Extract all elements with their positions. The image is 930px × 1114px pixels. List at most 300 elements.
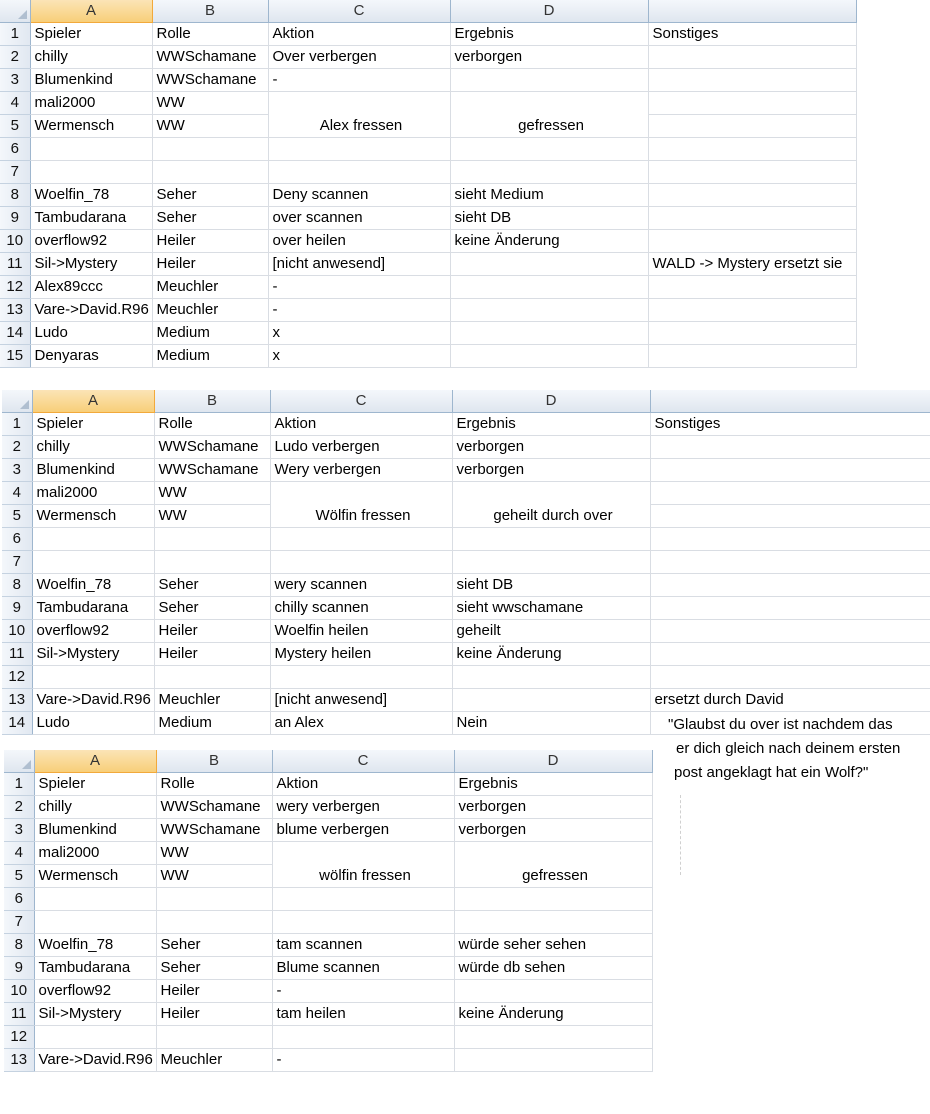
row-header[interactable]: 2: [2, 436, 32, 459]
cell[interactable]: Deny scannen: [268, 184, 450, 207]
column-header[interactable]: D: [450, 0, 648, 23]
floating-comment-note: [668, 713, 900, 785]
cell[interactable]: Blumenkind: [34, 819, 156, 842]
cell[interactable]: [32, 528, 154, 551]
cell[interactable]: [450, 138, 648, 161]
row-header[interactable]: 2: [4, 796, 34, 819]
cell[interactable]: Wery verbergen: [270, 459, 452, 482]
column-header-row: [4, 750, 652, 773]
cell[interactable]: geheilt: [452, 620, 650, 643]
cell[interactable]: wery verbergen: [272, 796, 454, 819]
cell[interactable]: [270, 666, 452, 689]
table-row: [4, 1026, 652, 1049]
cell[interactable]: [nicht anwesend]: [268, 253, 450, 276]
cell[interactable]: x: [268, 322, 450, 345]
cell[interactable]: Meuchler: [152, 276, 268, 299]
cell[interactable]: Tambudarana: [30, 207, 152, 230]
cell[interactable]: [270, 551, 452, 574]
row-header[interactable]: 9: [0, 207, 30, 230]
cell[interactable]: verborgen: [452, 459, 650, 482]
row-header[interactable]: 1: [2, 413, 32, 436]
cell[interactable]: [650, 482, 930, 505]
cell[interactable]: [268, 138, 450, 161]
cell[interactable]: Vare->David.R96: [32, 689, 154, 712]
column-header[interactable]: C: [270, 390, 452, 413]
cell[interactable]: [648, 230, 856, 253]
table-row: [2, 528, 930, 551]
table-row: [4, 796, 652, 819]
cell[interactable]: Vare->David.R96: [34, 1049, 156, 1072]
cell[interactable]: Sil->Mystery: [30, 253, 152, 276]
row-header[interactable]: 7: [2, 551, 32, 574]
spreadsheet-2: [2, 390, 930, 735]
cell[interactable]: [650, 436, 930, 459]
table-row: [2, 459, 930, 482]
row-header[interactable]: 14: [2, 712, 32, 735]
column-header-row: [2, 390, 930, 413]
table-row: [4, 957, 652, 980]
cell[interactable]: [450, 69, 648, 92]
cell[interactable]: verborgen: [450, 46, 648, 69]
row-header[interactable]: 9: [2, 597, 32, 620]
cell[interactable]: [648, 161, 856, 184]
cell[interactable]: [454, 911, 652, 934]
cell[interactable]: [270, 528, 452, 551]
table-row: [0, 253, 856, 276]
row-header[interactable]: 5: [4, 865, 34, 888]
cell[interactable]: Wermensch: [30, 115, 152, 138]
table-row: [0, 69, 856, 92]
cell[interactable]: Woelfin_78: [32, 574, 154, 597]
cell[interactable]: chilly: [32, 436, 154, 459]
cell[interactable]: WWSchamane: [156, 796, 272, 819]
note-line: post angeklagt hat ein Wolf?": [674, 764, 869, 781]
cell[interactable]: sieht DB: [452, 574, 650, 597]
cell[interactable]: sieht DB: [450, 207, 648, 230]
cell[interactable]: sieht Medium: [450, 184, 648, 207]
cell[interactable]: Meuchler: [156, 1049, 272, 1072]
cell[interactable]: [452, 666, 650, 689]
cell[interactable]: Vare->David.R96: [30, 299, 152, 322]
cell[interactable]: chilly scannen: [270, 597, 452, 620]
table-row: [2, 643, 930, 666]
table-row: [0, 138, 856, 161]
cell[interactable]: [650, 666, 930, 689]
row-header[interactable]: 6: [0, 138, 30, 161]
cell[interactable]: Seher: [154, 574, 270, 597]
cell[interactable]: [32, 551, 154, 574]
cell[interactable]: keine Änderung: [452, 643, 650, 666]
table-row: [2, 436, 930, 459]
cell[interactable]: [648, 115, 856, 138]
table-row: [2, 597, 930, 620]
cell[interactable]: -: [272, 1049, 454, 1072]
cell[interactable]: WW: [152, 115, 268, 138]
cell[interactable]: [154, 528, 270, 551]
cell[interactable]: Heiler: [156, 980, 272, 1003]
column-header[interactable]: C: [272, 750, 454, 773]
cell[interactable]: [268, 161, 450, 184]
cell[interactable]: Heiler: [152, 230, 268, 253]
table-row: [4, 773, 652, 796]
cell[interactable]: [650, 597, 930, 620]
table-row: [4, 1003, 652, 1026]
cell[interactable]: overflow92: [32, 620, 154, 643]
cell[interactable]: Blumenkind: [32, 459, 154, 482]
column-header[interactable]: D: [452, 390, 650, 413]
cell[interactable]: [450, 299, 648, 322]
cell[interactable]: [648, 92, 856, 115]
row-header[interactable]: 15: [0, 345, 30, 368]
row-header[interactable]: 4: [4, 842, 34, 865]
cell[interactable]: keine Änderung: [454, 1003, 652, 1026]
cell[interactable]: WWSchamane: [156, 819, 272, 842]
table-row: [2, 574, 930, 597]
cell[interactable]: [648, 345, 856, 368]
row-header[interactable]: 13: [0, 299, 30, 322]
row-header[interactable]: 12: [0, 276, 30, 299]
spreadsheet-1: [0, 0, 857, 368]
cell[interactable]: [648, 207, 856, 230]
cell[interactable]: [648, 276, 856, 299]
row-header[interactable]: 7: [0, 161, 30, 184]
row-header[interactable]: 11: [4, 1003, 34, 1026]
table-row: [4, 842, 652, 865]
cell[interactable]: [34, 1026, 156, 1049]
cell[interactable]: x: [268, 345, 450, 368]
cell[interactable]: Seher: [152, 184, 268, 207]
select-all-corner[interactable]: [4, 750, 34, 773]
merged-cell[interactable]: Wölfin fressen: [270, 482, 452, 528]
sheet-grid: [4, 750, 653, 1072]
row-header[interactable]: 3: [0, 69, 30, 92]
cell[interactable]: Heiler: [154, 643, 270, 666]
cell[interactable]: Blume scannen: [272, 957, 454, 980]
cell[interactable]: Spieler: [32, 413, 154, 436]
row-header[interactable]: 11: [2, 643, 32, 666]
cell[interactable]: Ludo verbergen: [270, 436, 452, 459]
cell[interactable]: mali2000: [32, 482, 154, 505]
cell[interactable]: blume verbergen: [272, 819, 454, 842]
cell[interactable]: sieht wwschamane: [452, 597, 650, 620]
table-row: [4, 911, 652, 934]
table-row: [4, 888, 652, 911]
row-header[interactable]: 1: [0, 23, 30, 46]
cell[interactable]: Medium: [154, 712, 270, 735]
cell[interactable]: chilly: [30, 46, 152, 69]
cell[interactable]: [152, 161, 268, 184]
row-header[interactable]: 5: [2, 505, 32, 528]
row-header[interactable]: 8: [0, 184, 30, 207]
cell[interactable]: Seher: [156, 934, 272, 957]
cell[interactable]: Ergebnis: [452, 413, 650, 436]
row-header[interactable]: 10: [4, 980, 34, 1003]
row-header[interactable]: 3: [4, 819, 34, 842]
cell[interactable]: WW: [156, 865, 272, 888]
cell[interactable]: an Alex: [270, 712, 452, 735]
cell[interactable]: [450, 345, 648, 368]
sheet-grid: [0, 0, 857, 368]
cell[interactable]: keine Änderung: [450, 230, 648, 253]
merged-cell[interactable]: geheilt durch over: [452, 482, 650, 528]
cell[interactable]: [272, 888, 454, 911]
column-header[interactable]: A: [32, 390, 154, 413]
cell[interactable]: Woelfin_78: [30, 184, 152, 207]
note-line: er dich gleich nach deinem ersten: [676, 740, 901, 757]
merged-cell[interactable]: Alex fressen: [268, 92, 450, 138]
table-row: [0, 92, 856, 115]
cell[interactable]: chilly: [34, 796, 156, 819]
column-header[interactable]: [648, 0, 856, 23]
table-row: [0, 46, 856, 69]
cell[interactable]: [452, 528, 650, 551]
spreadsheet-3: [4, 750, 653, 1072]
cell[interactable]: [648, 322, 856, 345]
column-header[interactable]: D: [454, 750, 652, 773]
cell[interactable]: Woelfin heilen: [270, 620, 452, 643]
column-header[interactable]: A: [30, 0, 152, 23]
cell[interactable]: Heiler: [156, 1003, 272, 1026]
row-header[interactable]: 12: [2, 666, 32, 689]
table-row: [0, 230, 856, 253]
table-row: [4, 1049, 652, 1072]
row-header[interactable]: 9: [4, 957, 34, 980]
cell[interactable]: Ergebnis: [450, 23, 648, 46]
select-all-corner[interactable]: [0, 0, 30, 23]
cell[interactable]: [650, 505, 930, 528]
table-row: [4, 934, 652, 957]
column-header[interactable]: B: [154, 390, 270, 413]
cell[interactable]: Woelfin_78: [34, 934, 156, 957]
cell[interactable]: Rolle: [152, 23, 268, 46]
cell[interactable]: verborgen: [454, 819, 652, 842]
cell[interactable]: [648, 299, 856, 322]
row-header[interactable]: 5: [0, 115, 30, 138]
cell[interactable]: Sonstiges: [650, 413, 930, 436]
column-header[interactable]: [650, 390, 930, 413]
cell[interactable]: Sil->Mystery: [34, 1003, 156, 1026]
column-header[interactable]: B: [152, 0, 268, 23]
cell[interactable]: tam scannen: [272, 934, 454, 957]
cell[interactable]: Meuchler: [152, 299, 268, 322]
cell[interactable]: mali2000: [30, 92, 152, 115]
row-header[interactable]: 4: [2, 482, 32, 505]
cell[interactable]: [650, 459, 930, 482]
row-header[interactable]: 14: [0, 322, 30, 345]
cell[interactable]: Spieler: [30, 23, 152, 46]
select-all-corner[interactable]: [2, 390, 32, 413]
cell[interactable]: Medium: [152, 345, 268, 368]
cell[interactable]: [156, 1026, 272, 1049]
table-row: [0, 184, 856, 207]
cell[interactable]: WW: [154, 482, 270, 505]
cell[interactable]: [152, 138, 268, 161]
cell[interactable]: Heiler: [154, 620, 270, 643]
cell[interactable]: [156, 911, 272, 934]
table-row: [4, 819, 652, 842]
cell[interactable]: [650, 528, 930, 551]
cell[interactable]: [454, 1049, 652, 1072]
row-header[interactable]: 6: [4, 888, 34, 911]
cell[interactable]: [454, 980, 652, 1003]
cell[interactable]: [450, 322, 648, 345]
row-header[interactable]: 3: [2, 459, 32, 482]
cell[interactable]: -: [268, 276, 450, 299]
cell[interactable]: [650, 643, 930, 666]
column-header[interactable]: B: [156, 750, 272, 773]
cell[interactable]: [30, 138, 152, 161]
cell[interactable]: [450, 161, 648, 184]
row-header[interactable]: 8: [2, 574, 32, 597]
cell[interactable]: WWSchamane: [152, 46, 268, 69]
cell[interactable]: overflow92: [34, 980, 156, 1003]
merged-cell[interactable]: gefressen: [454, 842, 652, 888]
cell[interactable]: Rolle: [156, 773, 272, 796]
cell[interactable]: [154, 666, 270, 689]
table-row: [2, 620, 930, 643]
cell[interactable]: Wermensch: [32, 505, 154, 528]
merged-cell[interactable]: wölfin fressen: [272, 842, 454, 888]
row-header[interactable]: 6: [2, 528, 32, 551]
cell[interactable]: [452, 551, 650, 574]
cell[interactable]: [648, 69, 856, 92]
cell[interactable]: Nein: [452, 712, 650, 735]
cell[interactable]: Spieler: [34, 773, 156, 796]
cell[interactable]: [650, 551, 930, 574]
cell[interactable]: WW: [154, 505, 270, 528]
table-row: [0, 299, 856, 322]
column-header-row: [0, 0, 856, 23]
cell[interactable]: WWSchamane: [154, 459, 270, 482]
row-header[interactable]: 10: [0, 230, 30, 253]
cell[interactable]: [34, 911, 156, 934]
cell[interactable]: WW: [156, 842, 272, 865]
cell[interactable]: tam heilen: [272, 1003, 454, 1026]
table-row: [0, 161, 856, 184]
cell[interactable]: [648, 46, 856, 69]
note-line: "Glaubst du over ist nachdem das: [668, 716, 893, 733]
cell[interactable]: ersetzt durch David: [650, 689, 930, 712]
table-row: [0, 322, 856, 345]
cell[interactable]: [32, 666, 154, 689]
cell[interactable]: WALD -> Mystery ersetzt sie: [648, 253, 856, 276]
cell[interactable]: Heiler: [152, 253, 268, 276]
cell[interactable]: Tambudarana: [32, 597, 154, 620]
cell[interactable]: Meuchler: [154, 689, 270, 712]
cell[interactable]: Over verbergen: [268, 46, 450, 69]
row-header[interactable]: 10: [2, 620, 32, 643]
cell[interactable]: Sil->Mystery: [32, 643, 154, 666]
cell[interactable]: [452, 689, 650, 712]
table-row: [0, 23, 856, 46]
cell[interactable]: Denyaras: [30, 345, 152, 368]
cell[interactable]: Seher: [152, 207, 268, 230]
cell[interactable]: [650, 620, 930, 643]
row-header[interactable]: 12: [4, 1026, 34, 1049]
cell[interactable]: [154, 551, 270, 574]
cell[interactable]: würde seher sehen: [454, 934, 652, 957]
cell[interactable]: Seher: [154, 597, 270, 620]
cell[interactable]: Ludo: [32, 712, 154, 735]
cell[interactable]: Ludo: [30, 322, 152, 345]
cell[interactable]: over scannen: [268, 207, 450, 230]
cell[interactable]: verborgen: [454, 796, 652, 819]
cell[interactable]: Wermensch: [34, 865, 156, 888]
cell[interactable]: [272, 1026, 454, 1049]
table-row: [2, 482, 930, 505]
cell[interactable]: wery scannen: [270, 574, 452, 597]
column-header[interactable]: A: [34, 750, 156, 773]
cell[interactable]: WWSchamane: [152, 69, 268, 92]
row-header[interactable]: 11: [0, 253, 30, 276]
cell[interactable]: Blumenkind: [30, 69, 152, 92]
cell[interactable]: [30, 161, 152, 184]
cell[interactable]: [450, 276, 648, 299]
cell[interactable]: -: [268, 69, 450, 92]
cell[interactable]: Mystery heilen: [270, 643, 452, 666]
cell[interactable]: [454, 1026, 652, 1049]
cell[interactable]: Alex89ccc: [30, 276, 152, 299]
merged-cell[interactable]: gefressen: [450, 92, 648, 138]
table-row: [2, 689, 930, 712]
cell[interactable]: Ergebnis: [454, 773, 652, 796]
cell[interactable]: Aktion: [270, 413, 452, 436]
row-header[interactable]: 4: [0, 92, 30, 115]
row-header[interactable]: 1: [4, 773, 34, 796]
cell[interactable]: [650, 574, 930, 597]
cell[interactable]: -: [268, 299, 450, 322]
cell[interactable]: verborgen: [452, 436, 650, 459]
cell[interactable]: [648, 138, 856, 161]
cell[interactable]: [272, 911, 454, 934]
table-row: [0, 207, 856, 230]
row-header[interactable]: 13: [2, 689, 32, 712]
cell[interactable]: Aktion: [268, 23, 450, 46]
cell[interactable]: würde db sehen: [454, 957, 652, 980]
divider-line: [680, 795, 681, 875]
cell[interactable]: [454, 888, 652, 911]
row-header[interactable]: 7: [4, 911, 34, 934]
cell[interactable]: Tambudarana: [34, 957, 156, 980]
cell[interactable]: overflow92: [30, 230, 152, 253]
cell[interactable]: Medium: [152, 322, 268, 345]
table-row: [4, 980, 652, 1003]
table-row: [0, 345, 856, 368]
cell[interactable]: [34, 888, 156, 911]
cell[interactable]: Rolle: [154, 413, 270, 436]
row-header[interactable]: 2: [0, 46, 30, 69]
column-header[interactable]: C: [268, 0, 450, 23]
row-header[interactable]: 8: [4, 934, 34, 957]
cell[interactable]: Aktion: [272, 773, 454, 796]
cell[interactable]: -: [272, 980, 454, 1003]
cell[interactable]: [648, 184, 856, 207]
cell[interactable]: Seher: [156, 957, 272, 980]
cell[interactable]: [156, 888, 272, 911]
cell[interactable]: over heilen: [268, 230, 450, 253]
table-row: [2, 666, 930, 689]
table-row: [0, 276, 856, 299]
cell[interactable]: mali2000: [34, 842, 156, 865]
table-row: [2, 551, 930, 574]
cell[interactable]: WW: [152, 92, 268, 115]
sheet-grid: [2, 390, 930, 735]
cell[interactable]: [nicht anwesend]: [270, 689, 452, 712]
cell[interactable]: Sonstiges: [648, 23, 856, 46]
cell[interactable]: WWSchamane: [154, 436, 270, 459]
row-header[interactable]: 13: [4, 1049, 34, 1072]
cell[interactable]: [450, 253, 648, 276]
